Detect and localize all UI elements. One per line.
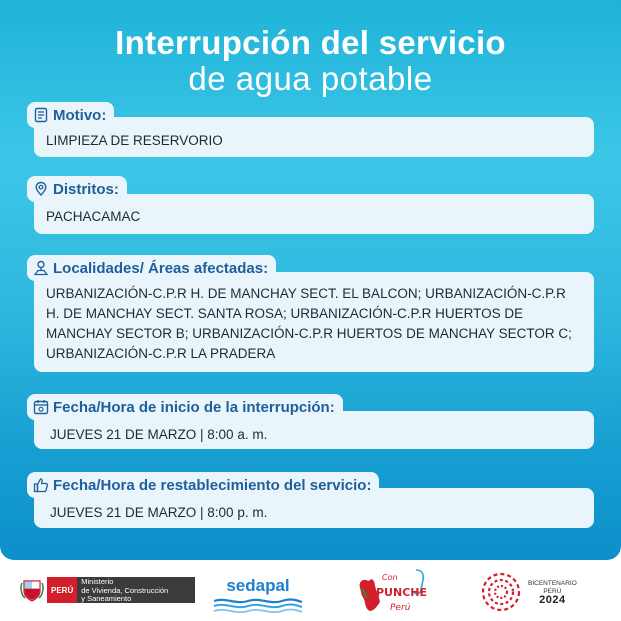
bicentenario-logo bbox=[480, 571, 577, 613]
localidades-label: Localidades/ Áreas afectadas: bbox=[53, 259, 269, 277]
localidades-line: URBANIZACIÓN-C.P.R H. DE MANCHAY SECT. EL BALCON; URBANIZACIÓN-C.P.R bbox=[46, 286, 566, 301]
ministerio-name-line: de Vivienda, Construcción bbox=[81, 585, 169, 595]
calendar-icon bbox=[33, 399, 49, 415]
con-text: Con bbox=[382, 573, 398, 582]
ministerio-logo bbox=[20, 577, 195, 603]
con-punche-peru-logo bbox=[352, 566, 432, 618]
sedapal-wordmark: sedapal bbox=[226, 576, 290, 595]
motivo-card bbox=[34, 117, 594, 157]
map-pin-person-icon bbox=[33, 260, 49, 276]
motivo-tag bbox=[27, 102, 114, 128]
restablecimiento-tag bbox=[27, 472, 379, 498]
ministerio-name bbox=[77, 577, 195, 603]
distritos-tag bbox=[27, 176, 127, 202]
ministerio-name-line: y Saneamiento bbox=[81, 594, 132, 603]
sedapal-logo bbox=[212, 576, 304, 619]
restablecimiento-value: JUEVES 21 DE MARZO | 8:00 p. m. bbox=[50, 505, 268, 520]
peru-shield-icon bbox=[20, 577, 44, 603]
bicentenario-year: 2024 bbox=[539, 594, 566, 606]
localidades-line: MANCHAY SECTOR B; URBANIZACIÓN-C.P.R HUERTOS DE MANCHAY SECTOR C; bbox=[46, 326, 572, 341]
bicentenario-emblem-icon bbox=[480, 571, 522, 613]
page-title: Interrupción del servicio bbox=[115, 24, 506, 61]
localidades-line: URBANIZACIÓN-C.P.R LA PRADERA bbox=[46, 346, 276, 361]
localidades-card bbox=[34, 272, 594, 372]
bicentenario-line: PERÚ bbox=[543, 588, 562, 595]
inicio-tag bbox=[27, 394, 343, 420]
distritos-label: Distritos: bbox=[53, 180, 119, 198]
restablecimiento-label: Fecha/Hora de restablecimiento del servicio: bbox=[53, 476, 372, 494]
wave-icon bbox=[212, 596, 304, 614]
peru-label: PERÚ bbox=[47, 577, 77, 603]
inicio-label: Fecha/Hora de inicio de la interrupción: bbox=[53, 398, 335, 416]
bicentenario-line: BICENTENARIO bbox=[528, 580, 577, 587]
ministerio-name-line: Ministerio bbox=[81, 577, 114, 586]
punche-text: PUNCHE bbox=[376, 586, 427, 599]
localidades-tag bbox=[27, 255, 276, 281]
clipboard-icon bbox=[33, 107, 49, 123]
peru-text: Perú bbox=[390, 603, 411, 613]
thumbs-up-icon bbox=[33, 477, 49, 493]
motivo-value: LIMPIEZA DE RESERVORIO bbox=[46, 133, 223, 148]
distritos-value: PACHACAMAC bbox=[46, 209, 141, 224]
inicio-value: JUEVES 21 DE MARZO | 8:00 a. m. bbox=[50, 427, 268, 442]
motivo-label: Motivo: bbox=[53, 106, 107, 124]
location-pin-icon bbox=[33, 181, 49, 197]
localidades-line: H. DE MANCHAY SECT. SANTA ROSA; URBANIZACIÓN-C.P.R HUERTOS DE bbox=[46, 306, 524, 321]
footer bbox=[0, 560, 621, 621]
page-subtitle: de agua potable bbox=[188, 60, 433, 97]
